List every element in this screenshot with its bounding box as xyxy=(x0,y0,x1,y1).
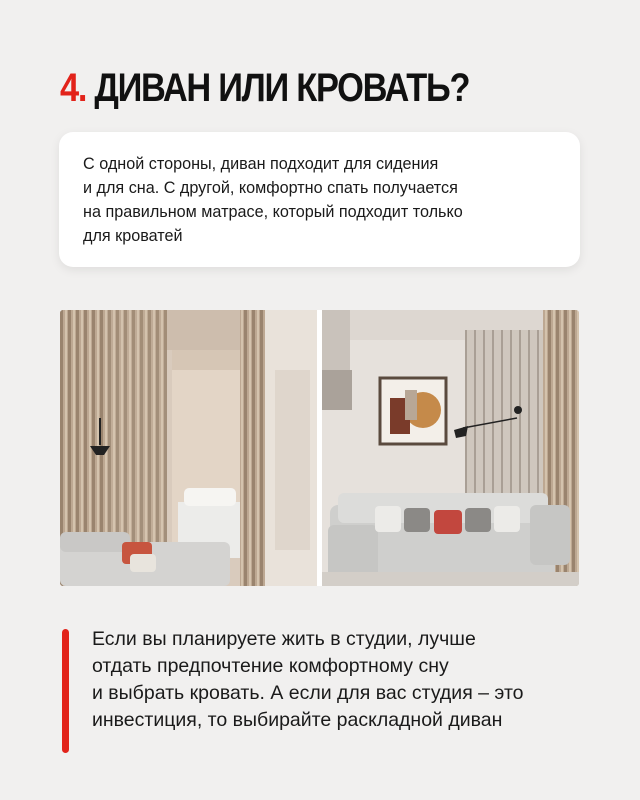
interior-photos xyxy=(60,310,579,586)
interior-photos-svg xyxy=(60,310,579,586)
right-photo xyxy=(322,310,579,586)
advice-text: Если вы планируете жить в студии, лучше отдать предпочтение комфортному сну и выбрать кровать. А если для вас студия – это инвестиция, то выбирайте раскладной диван xyxy=(92,628,524,731)
intro-card xyxy=(59,132,580,267)
accent-bar xyxy=(62,629,69,753)
heading-number: 4. xyxy=(60,66,87,110)
page-title xyxy=(60,66,469,111)
heading-text: ДИВАН ИЛИ КРОВАТЬ? xyxy=(94,66,470,110)
intro-text: С одной стороны, диван подходит для сидения и для сна. С другой, комфортно спать получается на правильном матрасе, который подходит только для кроватей xyxy=(83,155,463,245)
left-photo xyxy=(60,310,317,586)
